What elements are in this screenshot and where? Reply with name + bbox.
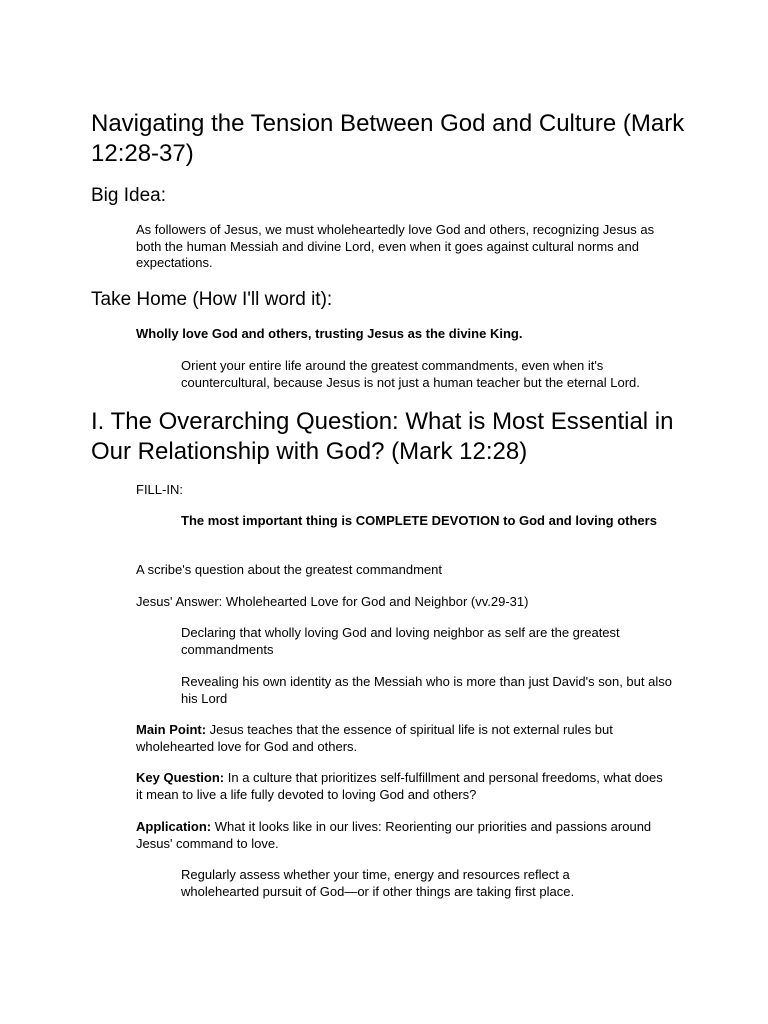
fill-in-label: FILL-IN: bbox=[136, 482, 183, 497]
key-question-text: In a culture that prioritizes self-fulfillment and personal freedoms, what does it mean to live a life fully devoted to loving God and others? bbox=[136, 770, 663, 802]
section-one-heading: I. The Overarching Question: What is Most Essential in Our Relationship with God? (Mark 12:28) bbox=[91, 408, 674, 465]
application-detail: Regularly assess whether your time, energy and resources reflect a wholehearted pursuit of God—or if other things are taking first place. bbox=[181, 867, 575, 899]
jesus-answer: Jesus' Answer: Wholehearted Love for God and Neighbor (vv.29-31) bbox=[136, 594, 529, 609]
page-title: Navigating the Tension Between God and Culture (Mark 12:28-37) bbox=[91, 110, 685, 167]
scribe-question: A scribe's question about the greatest commandment bbox=[136, 562, 442, 577]
main-point-text: Jesus teaches that the essence of spiritual life is not external rules but wholehearted love for God and others. bbox=[136, 722, 613, 754]
application-text: What it looks like in our lives: Reorienting our priorities and passions around Jesus' command to love. bbox=[136, 819, 652, 851]
big-idea-heading: Big Idea: bbox=[91, 185, 166, 206]
take-home-heading: Take Home (How I'll word it): bbox=[91, 289, 333, 310]
main-point bbox=[136, 722, 666, 755]
take-home-statement: Wholly love God and others, trusting Jesus as the divine King. bbox=[136, 326, 523, 341]
key-question bbox=[136, 770, 666, 803]
application-label: Application: bbox=[136, 819, 212, 834]
key-question-label: Key Question: bbox=[136, 770, 225, 785]
application bbox=[136, 819, 666, 852]
main-point-label: Main Point: bbox=[136, 722, 207, 737]
sub-point-1: Declaring that wholly loving God and loving neighbor as self are the greatest commandments bbox=[181, 625, 620, 657]
sub-point-2: Revealing his own identity as the Messiah who is more than just David's son, but also his Lord bbox=[181, 674, 672, 706]
take-home-detail: Orient your entire life around the greatest commandments, even when it's countercultural, because Jesus is not just a human teacher but the eternal Lord. bbox=[181, 358, 640, 390]
big-idea-text: As followers of Jesus, we must wholeheartedly love God and others, recognizing Jesus as both the human Messiah and divine Lord, even when it goes against cultural norms and expectations. bbox=[136, 222, 655, 270]
fill-in-text: The most important thing is COMPLETE DEVOTION to God and loving others bbox=[181, 513, 657, 528]
